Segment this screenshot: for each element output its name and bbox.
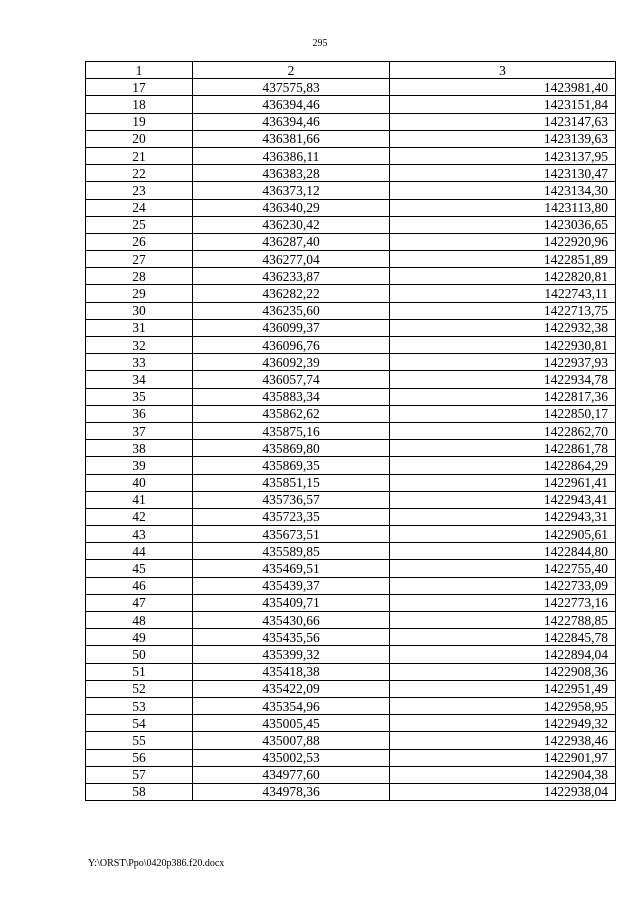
column-header-1: 1 (86, 62, 193, 79)
coordinate-y-cell: 1423139,63 (390, 130, 616, 147)
table-row (86, 749, 616, 766)
point-number-cell: 42 (86, 508, 193, 525)
table-row (86, 182, 616, 199)
coordinate-y-cell: 1422938,04 (390, 783, 616, 800)
point-number-cell: 55 (86, 732, 193, 749)
point-number-cell: 40 (86, 474, 193, 491)
table-row (86, 199, 616, 216)
table-row (86, 646, 616, 663)
coordinate-y-cell: 1422937,93 (390, 354, 616, 371)
table-row (86, 508, 616, 525)
coordinate-y-cell: 1422862,70 (390, 422, 616, 439)
coordinate-x-cell: 435589,85 (193, 543, 390, 560)
table-row (86, 405, 616, 422)
point-number-cell: 45 (86, 560, 193, 577)
point-number-cell: 23 (86, 182, 193, 199)
coordinate-y-cell: 1422934,78 (390, 371, 616, 388)
point-number-cell: 32 (86, 337, 193, 354)
table-row (86, 319, 616, 336)
table-row (86, 268, 616, 285)
coordinate-y-cell: 1422861,78 (390, 440, 616, 457)
table-row (86, 165, 616, 182)
point-number-cell: 29 (86, 285, 193, 302)
coordinate-y-cell: 1422817,36 (390, 388, 616, 405)
point-number-cell: 58 (86, 783, 193, 800)
point-number-cell: 50 (86, 646, 193, 663)
table-header-row (86, 62, 616, 79)
coordinate-y-cell: 1422905,61 (390, 526, 616, 543)
coordinate-y-cell: 1423981,40 (390, 79, 616, 96)
coordinate-y-cell: 1422908,36 (390, 663, 616, 680)
point-number-cell: 17 (86, 79, 193, 96)
coordinate-x-cell: 436233,87 (193, 268, 390, 285)
coordinate-y-cell: 1422820,81 (390, 268, 616, 285)
coordinate-x-cell: 436099,37 (193, 319, 390, 336)
coordinate-x-cell: 435002,53 (193, 749, 390, 766)
coordinate-y-cell: 1422773,16 (390, 594, 616, 611)
point-number-cell: 36 (86, 405, 193, 422)
table-row (86, 130, 616, 147)
table-row (86, 680, 616, 697)
coordinate-y-cell: 1422961,41 (390, 474, 616, 491)
table-row (86, 560, 616, 577)
point-number-cell: 37 (86, 422, 193, 439)
coordinate-y-cell: 1422755,40 (390, 560, 616, 577)
coordinate-x-cell: 435005,45 (193, 715, 390, 732)
table-row (86, 79, 616, 96)
table-row (86, 302, 616, 319)
table-row (86, 766, 616, 783)
coordinate-x-cell: 436340,29 (193, 199, 390, 216)
coordinate-y-cell: 1422932,38 (390, 319, 616, 336)
point-number-cell: 39 (86, 457, 193, 474)
point-number-cell: 41 (86, 491, 193, 508)
table-row (86, 526, 616, 543)
coordinate-y-cell: 1422844,80 (390, 543, 616, 560)
table-row (86, 663, 616, 680)
coordinate-x-cell: 436386,11 (193, 147, 390, 164)
coordinate-x-cell: 435439,37 (193, 577, 390, 594)
point-number-cell: 21 (86, 147, 193, 164)
table-row (86, 371, 616, 388)
coordinate-y-cell: 1422943,31 (390, 508, 616, 525)
coordinate-y-cell: 1422943,41 (390, 491, 616, 508)
table-row (86, 491, 616, 508)
coordinate-y-cell: 1422951,49 (390, 680, 616, 697)
column-header-3: 3 (390, 62, 616, 79)
point-number-cell: 28 (86, 268, 193, 285)
table-row (86, 474, 616, 491)
coordinate-x-cell: 436373,12 (193, 182, 390, 199)
table-row (86, 422, 616, 439)
coordinate-x-cell: 436381,66 (193, 130, 390, 147)
coordinate-y-cell: 1423130,47 (390, 165, 616, 182)
point-number-cell: 19 (86, 113, 193, 130)
point-number-cell: 43 (86, 526, 193, 543)
coordinate-x-cell: 435422,09 (193, 680, 390, 697)
point-number-cell: 38 (86, 440, 193, 457)
point-number-cell: 18 (86, 96, 193, 113)
table-row (86, 783, 616, 800)
table-row (86, 113, 616, 130)
coordinate-y-cell: 1423151,84 (390, 96, 616, 113)
coordinate-x-cell: 436235,60 (193, 302, 390, 319)
table-row (86, 612, 616, 629)
table-row (86, 594, 616, 611)
point-number-cell: 33 (86, 354, 193, 371)
coordinate-y-cell: 1423036,65 (390, 216, 616, 233)
table-row (86, 732, 616, 749)
coordinate-x-cell: 435875,16 (193, 422, 390, 439)
point-number-cell: 20 (86, 130, 193, 147)
coordinate-y-cell: 1422850,17 (390, 405, 616, 422)
table-row (86, 457, 616, 474)
table-row (86, 337, 616, 354)
point-number-cell: 48 (86, 612, 193, 629)
point-number-cell: 22 (86, 165, 193, 182)
table-row (86, 354, 616, 371)
table-row (86, 697, 616, 714)
coordinate-y-cell: 1422743,11 (390, 285, 616, 302)
coordinates-table (85, 61, 616, 801)
coordinate-x-cell: 435869,35 (193, 457, 390, 474)
coordinate-y-cell: 1422938,46 (390, 732, 616, 749)
coordinate-y-cell: 1422864,29 (390, 457, 616, 474)
point-number-cell: 49 (86, 629, 193, 646)
coordinate-x-cell: 435673,51 (193, 526, 390, 543)
coordinate-x-cell: 435409,71 (193, 594, 390, 611)
coordinate-y-cell: 1422894,04 (390, 646, 616, 663)
coordinate-y-cell: 1422904,38 (390, 766, 616, 783)
coordinate-x-cell: 435435,56 (193, 629, 390, 646)
coordinate-y-cell: 1422845,78 (390, 629, 616, 646)
point-number-cell: 27 (86, 251, 193, 268)
point-number-cell: 57 (86, 766, 193, 783)
coordinate-x-cell: 435430,66 (193, 612, 390, 629)
point-number-cell: 54 (86, 715, 193, 732)
coordinate-x-cell: 436287,40 (193, 233, 390, 250)
coordinate-x-cell: 435869,80 (193, 440, 390, 457)
table-row (86, 388, 616, 405)
coordinate-x-cell: 435354,96 (193, 697, 390, 714)
coordinate-x-cell: 435469,51 (193, 560, 390, 577)
point-number-cell: 52 (86, 680, 193, 697)
table-row (86, 629, 616, 646)
table-row (86, 251, 616, 268)
coordinate-x-cell: 436394,46 (193, 113, 390, 130)
coordinate-y-cell: 1422713,75 (390, 302, 616, 319)
coordinate-x-cell: 435851,15 (193, 474, 390, 491)
coordinate-y-cell: 1422733,09 (390, 577, 616, 594)
coordinate-y-cell: 1423137,95 (390, 147, 616, 164)
coordinate-x-cell: 436096,76 (193, 337, 390, 354)
coordinate-x-cell: 436092,39 (193, 354, 390, 371)
coordinate-y-cell: 1423147,63 (390, 113, 616, 130)
table-row (86, 543, 616, 560)
point-number-cell: 24 (86, 199, 193, 216)
coordinate-x-cell: 435883,34 (193, 388, 390, 405)
point-number-cell: 47 (86, 594, 193, 611)
coordinate-x-cell: 436282,22 (193, 285, 390, 302)
page-number: 295 (312, 38, 328, 49)
point-number-cell: 31 (86, 319, 193, 336)
coordinate-x-cell: 436394,46 (193, 96, 390, 113)
coordinate-x-cell: 435399,32 (193, 646, 390, 663)
coordinate-x-cell: 435862,62 (193, 405, 390, 422)
coordinate-x-cell: 434978,36 (193, 783, 390, 800)
coordinate-x-cell: 435736,57 (193, 491, 390, 508)
table-row (86, 216, 616, 233)
point-number-cell: 51 (86, 663, 193, 680)
coordinate-x-cell: 436057,74 (193, 371, 390, 388)
coordinate-y-cell: 1422851,89 (390, 251, 616, 268)
point-number-cell: 30 (86, 302, 193, 319)
table-body (86, 79, 616, 801)
point-number-cell: 34 (86, 371, 193, 388)
point-number-cell: 44 (86, 543, 193, 560)
point-number-cell: 46 (86, 577, 193, 594)
coordinate-y-cell: 1422949,32 (390, 715, 616, 732)
column-header-2: 2 (193, 62, 390, 79)
coordinate-x-cell: 434977,60 (193, 766, 390, 783)
coordinate-y-cell: 1422958,95 (390, 697, 616, 714)
coordinate-x-cell: 436383,28 (193, 165, 390, 182)
coordinate-y-cell: 1423113,80 (390, 199, 616, 216)
table-row (86, 440, 616, 457)
coordinate-x-cell: 436277,04 (193, 251, 390, 268)
coordinate-x-cell: 435007,88 (193, 732, 390, 749)
point-number-cell: 56 (86, 749, 193, 766)
coordinate-x-cell: 435723,35 (193, 508, 390, 525)
coordinate-y-cell: 1422788,85 (390, 612, 616, 629)
table-row (86, 147, 616, 164)
coordinate-y-cell: 1422901,97 (390, 749, 616, 766)
coordinate-y-cell: 1422920,96 (390, 233, 616, 250)
coordinate-x-cell: 437575,83 (193, 79, 390, 96)
table-row (86, 285, 616, 302)
coordinate-y-cell: 1422930,81 (390, 337, 616, 354)
table-row (86, 233, 616, 250)
footer-file-path: Y:\ORST\Ppo\0420p386.f20.docx (88, 858, 225, 869)
table-row (86, 96, 616, 113)
table-row (86, 715, 616, 732)
point-number-cell: 35 (86, 388, 193, 405)
table-row (86, 577, 616, 594)
point-number-cell: 53 (86, 697, 193, 714)
coordinate-x-cell: 435418,38 (193, 663, 390, 680)
coordinate-y-cell: 1423134,30 (390, 182, 616, 199)
point-number-cell: 26 (86, 233, 193, 250)
coordinate-x-cell: 436230,42 (193, 216, 390, 233)
point-number-cell: 25 (86, 216, 193, 233)
